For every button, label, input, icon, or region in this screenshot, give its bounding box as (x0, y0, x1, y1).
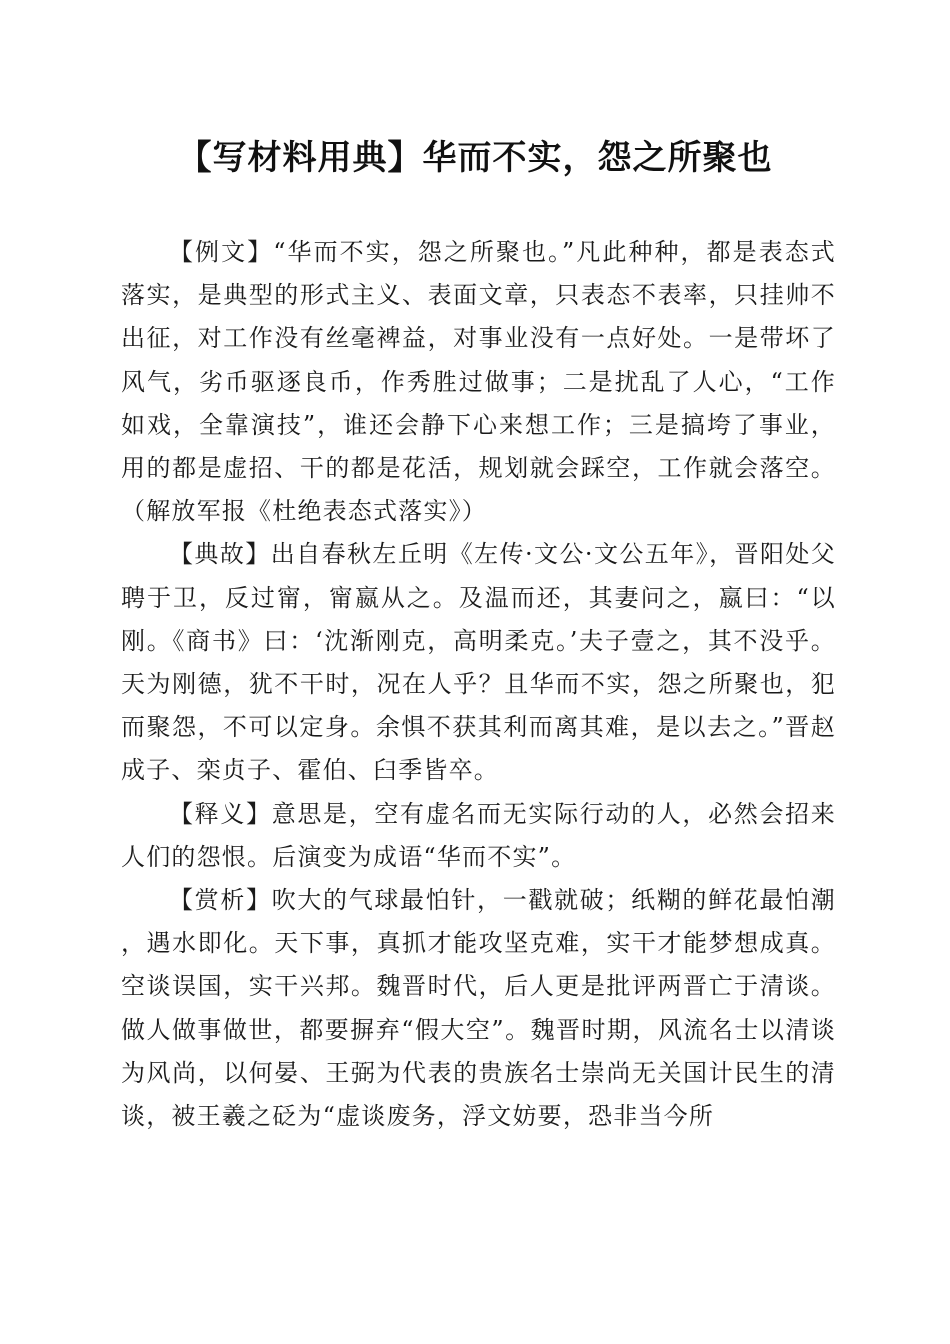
document-title: 【写材料用典】华而不实，怨之所聚也 (177, 138, 773, 178)
paragraph-text: 吹大的气球最怕针，一戳就破；纸糊的鲜花最怕潮，遇水即化。天下事，真抓才能攻坚克难，实干才能梦想成真。空谈误国，实干兴邦。魏晋时代，后人更是批评两晋亡于清谈。做人做事做世，都要摒弃“假大空”。魏晋时期，风流名士以清谈为风尚，以何晏、王弼为代表的贵族名士崇尚无关国计民生的清谈，被王羲之砭为“虚谈废务，浮文妨要，恐非当今所 (121, 886, 836, 1131)
paragraph-tag: 【例文】 (169, 238, 274, 266)
paragraph-text: 意思是，空有虚名而无实际行动的人，必然会招来人们的怨恨。后演变为成语“华而不实”。 (121, 799, 836, 871)
paragraph-allusion (121, 533, 836, 792)
paragraph-example (121, 231, 836, 533)
paragraph-tag: 【释义】 (169, 799, 272, 828)
paragraph-text: 出自春秋左丘明《左传·文公·文公五年》，晋阳处父聘于卫，反过甯，甯嬴从之。及温而还，其妻问之，嬴曰：“以刚。《商书》曰：‘沈渐刚克，高明柔克。’夫子壹之，其不没乎。天为刚德，犹不干时，况在人乎？且华而不实，怨之所聚也，犯而聚怨，不可以定身。余惧不获其利而离其难，是以去之。”晋赵成子、栾贞子、霍伯、臼季皆卒。 (121, 540, 836, 785)
paragraph-tag: 【典故】 (169, 540, 271, 569)
paragraph-text: “华而不实，怨之所聚也。”凡此种种，都是表态式落实，是典型的形式主义、表面文章，只表态不表率，只挂帅不出征，对工作没有丝毫裨益，对事业没有一点好处。一是带坏了风气，劣币驱逐良币，作秀胜过做事；二是扰乱了人心，“工作如戏，全靠演技”，谁还会静下心来想工作；三是搞垮了事业，用的都是虚招、干的都是花活，规划就会踩空，工作就会落空。（解放军报《杜绝表态式落实》） (121, 238, 836, 526)
document-body (121, 231, 836, 1138)
paragraph-analysis (121, 879, 836, 1138)
paragraph-tag: 【赏析】 (169, 886, 272, 915)
paragraph-definition (121, 793, 836, 879)
